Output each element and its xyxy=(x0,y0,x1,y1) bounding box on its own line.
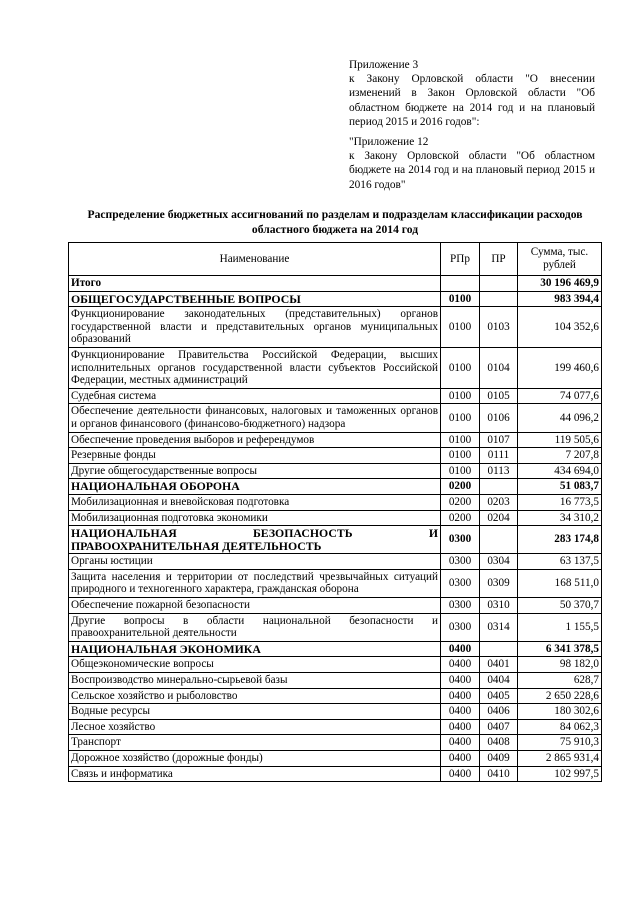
cell-amount: 75 910,3 xyxy=(518,735,602,751)
cell-name: Резервные фонды xyxy=(69,448,441,464)
column-header-rpr: РПр xyxy=(441,243,480,276)
table-row xyxy=(69,735,602,751)
cell-amount: 119 505,6 xyxy=(518,432,602,448)
cell-amount: 434 694,0 xyxy=(518,463,602,479)
cell-name: ОБЩЕГОСУДАРСТВЕННЫЕ ВОПРОСЫ xyxy=(69,291,441,307)
table-row xyxy=(69,688,602,704)
quoted-law-reference: к Закону Орловской области "Об областном бюджете на 2014 год и на плановый период 2015 и 2016 годов" xyxy=(349,150,595,191)
cell-pr: 0304 xyxy=(480,554,518,570)
cell-name: Лесное хозяйство xyxy=(69,719,441,735)
cell-pr: 0104 xyxy=(480,347,518,388)
cell-amount: 63 137,5 xyxy=(518,554,602,570)
cell-name: Водные ресурсы xyxy=(69,704,441,720)
cell-pr: 0404 xyxy=(480,673,518,689)
table-row xyxy=(69,463,602,479)
cell-pr xyxy=(480,291,518,307)
cell-pr: 0113 xyxy=(480,463,518,479)
cell-amount: 180 302,6 xyxy=(518,704,602,720)
cell-rpr: 0400 xyxy=(441,766,480,782)
cell-rpr: 0400 xyxy=(441,735,480,751)
cell-rpr: 0100 xyxy=(441,291,480,307)
appendix-number: Приложение 3 xyxy=(349,59,419,71)
cell-rpr: 0400 xyxy=(441,641,480,657)
cell-pr: 0314 xyxy=(480,613,518,641)
cell-pr: 0410 xyxy=(480,766,518,782)
cell-name: Обеспечение проведения выборов и референдумов xyxy=(69,432,441,448)
cell-amount: 84 062,3 xyxy=(518,719,602,735)
cell-amount: 168 511,0 xyxy=(518,569,602,597)
cell-amount: 50 370,7 xyxy=(518,598,602,614)
cell-rpr: 0400 xyxy=(441,751,480,767)
column-header-pr: ПР xyxy=(480,243,518,276)
table-row xyxy=(69,448,602,464)
cell-pr: 0408 xyxy=(480,735,518,751)
table-row-total xyxy=(69,276,602,292)
cell-name: НАЦИОНАЛЬНАЯ ЭКОНОМИКА xyxy=(69,641,441,657)
quoted-appendix-number: "Приложение 12 xyxy=(349,136,429,149)
cell-amount: 283 174,8 xyxy=(518,526,602,554)
cell-pr: 0204 xyxy=(480,510,518,526)
cell-name: Обеспечение пожарной безопасности xyxy=(69,598,441,614)
cell-amount: 44 096,2 xyxy=(518,404,602,432)
table-row xyxy=(69,598,602,614)
table-row xyxy=(69,554,602,570)
cell-pr xyxy=(480,479,518,495)
cell-amount: 199 460,6 xyxy=(518,347,602,388)
table-row-section xyxy=(69,526,602,554)
table-row xyxy=(69,751,602,767)
cell-pr: 0103 xyxy=(480,307,518,348)
cell-pr: 0106 xyxy=(480,404,518,432)
cell-name: Общеэкономические вопросы xyxy=(69,657,441,673)
cell-name: Защита населения и территории от последствий чрезвычайных ситуаций природного и техногенного характера, гражданская оборона xyxy=(69,569,441,597)
cell-amount: 6 341 378,5 xyxy=(518,641,602,657)
cell-rpr: 0300 xyxy=(441,526,480,554)
table-row xyxy=(69,673,602,689)
appendix-law-reference: к Закону Орловской области "О внесении изменений в Закон Орловской области "Об областном бюджете на 2014 год и на плановый период 2015 и 2016 годов": xyxy=(349,73,595,128)
cell-amount: 1 155,5 xyxy=(518,613,602,641)
table-row xyxy=(69,613,602,641)
cell-rpr: 0100 xyxy=(441,404,480,432)
cell-pr: 0309 xyxy=(480,569,518,597)
cell-amount: 51 083,7 xyxy=(518,479,602,495)
cell-pr: 0105 xyxy=(480,388,518,404)
cell-rpr: 0300 xyxy=(441,554,480,570)
cell-name: Транспорт xyxy=(69,735,441,751)
cell-name: Другие общегосударственные вопросы xyxy=(69,463,441,479)
table-row-section xyxy=(69,479,602,495)
table-row-section xyxy=(69,291,602,307)
table-header-row xyxy=(69,243,602,276)
cell-pr: 0310 xyxy=(480,598,518,614)
cell-rpr: 0100 xyxy=(441,448,480,464)
cell-name: Итого xyxy=(69,276,441,292)
table-body xyxy=(69,276,602,782)
cell-name: Органы юстиции xyxy=(69,554,441,570)
table-row xyxy=(69,766,602,782)
cell-name: НАЦИОНАЛЬНАЯ БЕЗОПАСНОСТЬ И ПРАВООХРАНИТЕЛЬНАЯ ДЕЯТЕЛЬНОСТЬ xyxy=(69,526,441,554)
budget-table xyxy=(68,242,602,782)
cell-name: Судебная система xyxy=(69,388,441,404)
cell-rpr: 0200 xyxy=(441,510,480,526)
column-header-amount: Сумма, тыс. рублей xyxy=(518,243,602,276)
cell-rpr: 0400 xyxy=(441,688,480,704)
cell-rpr: 0100 xyxy=(441,307,480,348)
cell-amount: 102 997,5 xyxy=(518,766,602,782)
table-row xyxy=(69,494,602,510)
cell-pr: 0401 xyxy=(480,657,518,673)
table-row xyxy=(69,657,602,673)
cell-amount: 74 077,6 xyxy=(518,388,602,404)
cell-pr: 0111 xyxy=(480,448,518,464)
cell-rpr: 0100 xyxy=(441,432,480,448)
cell-pr: 0406 xyxy=(480,704,518,720)
cell-rpr: 0400 xyxy=(441,704,480,720)
table-row-section xyxy=(69,641,602,657)
table-row xyxy=(69,432,602,448)
cell-rpr: 0400 xyxy=(441,719,480,735)
cell-pr: 0203 xyxy=(480,494,518,510)
cell-name: Воспроизводство минерально-сырьевой базы xyxy=(69,673,441,689)
cell-rpr: 0300 xyxy=(441,569,480,597)
cell-amount: 983 394,4 xyxy=(518,291,602,307)
table-row xyxy=(69,569,602,597)
cell-amount: 98 182,0 xyxy=(518,657,602,673)
cell-name: Другие вопросы в области национальной безопасности и правоохранительной деятельности xyxy=(69,613,441,641)
cell-rpr: 0100 xyxy=(441,347,480,388)
cell-name: Связь и информатика xyxy=(69,766,441,782)
cell-pr: 0107 xyxy=(480,432,518,448)
cell-name: Дорожное хозяйство (дорожные фонды) xyxy=(69,751,441,767)
table-row xyxy=(69,347,602,388)
document-title: Распределение бюджетных ассигнований по разделам и подразделам классификации расходов областного бюджета на 2014 год xyxy=(87,208,583,236)
cell-name: Функционирование Правительства Российской Федерации, высших исполнительных органов государственной власти субъектов Российской Федерации, местных администраций xyxy=(69,347,441,388)
table-row xyxy=(69,307,602,348)
cell-amount: 30 196 469,9 xyxy=(518,276,602,292)
table-row xyxy=(69,704,602,720)
cell-rpr: 0200 xyxy=(441,494,480,510)
cell-amount: 16 773,5 xyxy=(518,494,602,510)
cell-name: Мобилизационная подготовка экономики xyxy=(69,510,441,526)
cell-name: Функционирование законодательных (представительных) органов государственной власти и представительных органов муниципальных образований xyxy=(69,307,441,348)
cell-rpr: 0100 xyxy=(441,463,480,479)
cell-pr xyxy=(480,526,518,554)
cell-amount: 2 865 931,4 xyxy=(518,751,602,767)
cell-rpr: 0400 xyxy=(441,657,480,673)
cell-amount: 104 352,6 xyxy=(518,307,602,348)
cell-pr xyxy=(480,641,518,657)
cell-name: Обеспечение деятельности финансовых, налоговых и таможенных органов и органов финансового (финансово-бюджетного) надзора xyxy=(69,404,441,432)
cell-rpr: 0300 xyxy=(441,598,480,614)
table-row xyxy=(69,388,602,404)
cell-amount: 7 207,8 xyxy=(518,448,602,464)
cell-name: НАЦИОНАЛЬНАЯ ОБОРОНА xyxy=(69,479,441,495)
cell-pr: 0405 xyxy=(480,688,518,704)
cell-pr xyxy=(480,276,518,292)
cell-rpr: 0400 xyxy=(441,673,480,689)
table-row xyxy=(69,510,602,526)
column-header-name: Наименование xyxy=(69,243,441,276)
table-row xyxy=(69,404,602,432)
cell-amount: 2 650 228,6 xyxy=(518,688,602,704)
cell-rpr: 0200 xyxy=(441,479,480,495)
cell-name: Мобилизационная и вневойсковая подготовка xyxy=(69,494,441,510)
cell-rpr: 0100 xyxy=(441,388,480,404)
cell-pr: 0407 xyxy=(480,719,518,735)
table-row xyxy=(69,719,602,735)
cell-amount: 34 310,2 xyxy=(518,510,602,526)
cell-pr: 0409 xyxy=(480,751,518,767)
cell-rpr: 0300 xyxy=(441,613,480,641)
appendix-header xyxy=(349,58,595,192)
cell-name: Сельское хозяйство и рыболовство xyxy=(69,688,441,704)
cell-amount: 628,7 xyxy=(518,673,602,689)
cell-rpr xyxy=(441,276,480,292)
